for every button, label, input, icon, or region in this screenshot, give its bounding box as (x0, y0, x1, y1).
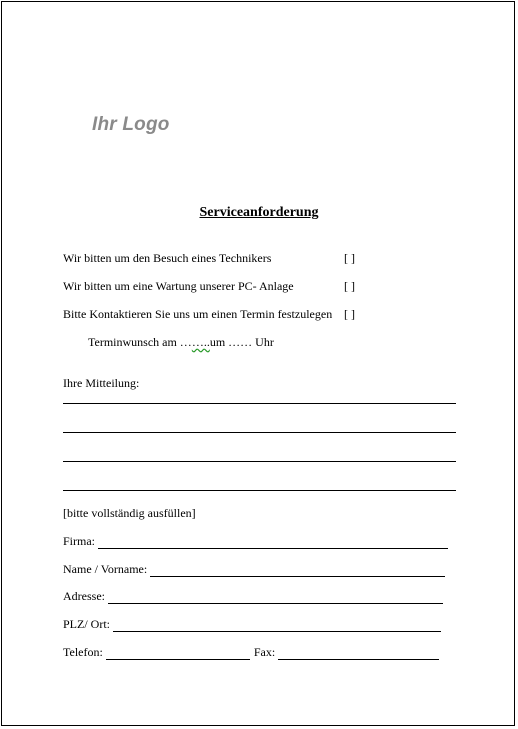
request-appointment-checkbox[interactable]: [ ] (344, 307, 355, 321)
request-technician-label: Wir bitten um den Besuch eines Technikers (63, 251, 272, 265)
address-label: Adresse: (63, 589, 105, 603)
appointment-prefix: Terminwunsch am … (88, 335, 192, 349)
request-maintenance-label: Wir bitten um eine Wartung unserer PC- Anlage (63, 279, 294, 293)
logo-placeholder: Ihr Logo (92, 114, 170, 135)
appointment-suffix: um …… Uhr (209, 335, 274, 349)
company-blank[interactable] (98, 537, 448, 549)
phone-label: Telefon: (63, 645, 103, 659)
message-line-1[interactable] (63, 403, 456, 404)
name-label: Name / Vorname: (63, 562, 148, 576)
postcode-city-field[interactable] (63, 617, 441, 632)
appointment-date-placeholder: ….. (191, 335, 210, 349)
postcode-city-label: PLZ/ Ort: (63, 617, 110, 631)
appointment-wish-line[interactable] (88, 335, 274, 350)
name-field[interactable] (63, 562, 445, 577)
company-field[interactable] (63, 534, 448, 549)
name-blank[interactable] (150, 565, 445, 577)
phone-fax-field[interactable] (63, 645, 439, 660)
document-page (1, 1, 515, 726)
message-label: Ihre Mitteilung: (63, 376, 140, 390)
request-technician-checkbox[interactable]: [ ] (344, 251, 355, 265)
fax-label: Fax: (253, 645, 276, 659)
postcode-city-blank[interactable] (113, 620, 441, 632)
request-appointment-label: Bitte Kontaktieren Sie uns um einen Termin festzulegen (63, 307, 333, 321)
address-blank[interactable] (108, 592, 443, 604)
request-maintenance-checkbox[interactable]: [ ] (344, 279, 355, 293)
message-line-4[interactable] (63, 490, 456, 491)
message-line-3[interactable] (63, 461, 456, 462)
fax-blank[interactable] (278, 648, 439, 660)
message-line-2[interactable] (63, 432, 456, 433)
company-label: Firma: (63, 534, 95, 548)
document-title: Serviceanforderung (199, 205, 319, 220)
address-field[interactable] (63, 589, 443, 604)
phone-blank[interactable] (106, 648, 250, 660)
completion-note: [bitte vollständig ausfüllen] (63, 506, 196, 520)
